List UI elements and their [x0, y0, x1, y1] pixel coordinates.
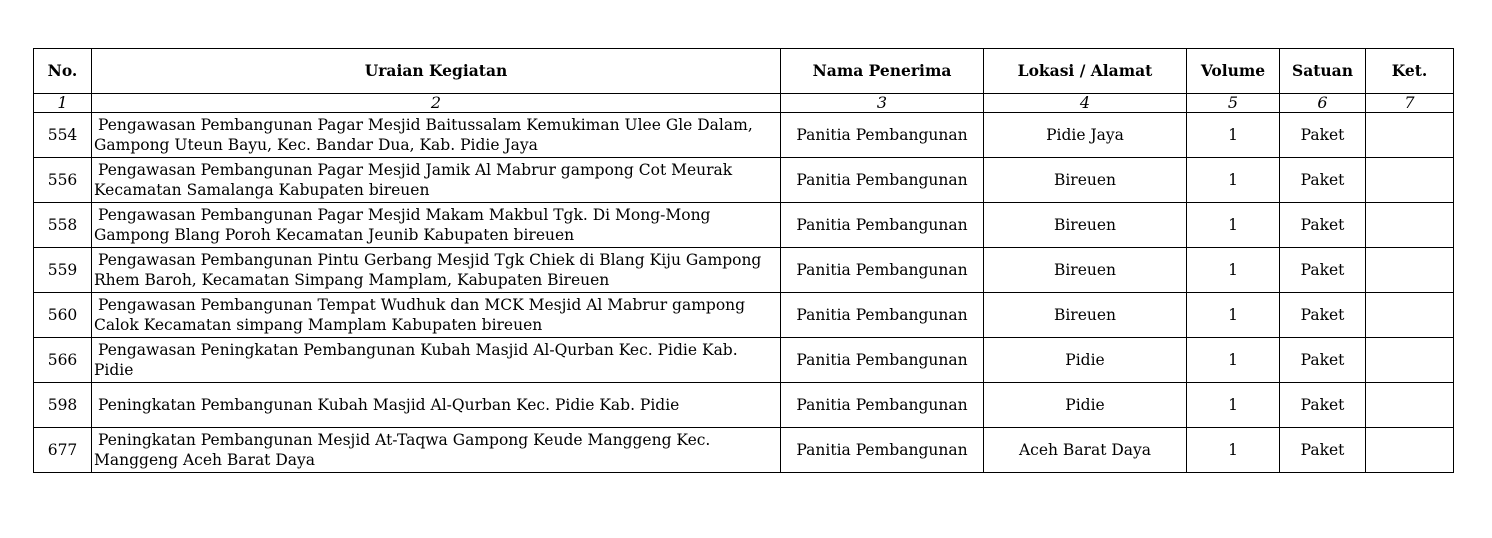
document-table-wrapper — [33, 48, 1453, 473]
row-satuan: Paket — [1280, 113, 1366, 158]
row-satuan: Paket — [1280, 203, 1366, 248]
header-lokasi-alamat: Lokasi / Alamat — [984, 49, 1187, 94]
column-number: 5 — [1187, 94, 1280, 113]
table-row — [34, 338, 1454, 383]
row-ket — [1366, 293, 1454, 338]
table-row — [34, 248, 1454, 293]
row-volume: 1 — [1187, 203, 1280, 248]
header-nama-penerima: Nama Penerima — [781, 49, 984, 94]
row-ket — [1366, 338, 1454, 383]
row-uraian-kegiatan — [92, 338, 781, 383]
column-number: 1 — [34, 94, 92, 113]
header-row — [34, 49, 1454, 94]
row-number: 558 — [34, 203, 92, 248]
row-uraian-kegiatan — [92, 113, 781, 158]
row-lokasi: Pidie Jaya — [984, 113, 1187, 158]
row-uraian-kegiatan — [92, 383, 781, 428]
header-volume: Volume — [1187, 49, 1280, 94]
column-number-row — [34, 94, 1454, 113]
row-number: 559 — [34, 248, 92, 293]
uraian-line-2: Calok Kecamatan simpang Mamplam Kabupaten bireuen — [94, 316, 543, 334]
row-number: 556 — [34, 158, 92, 203]
row-satuan: Paket — [1280, 383, 1366, 428]
row-ket — [1366, 203, 1454, 248]
uraian-line-2: Gampong Uteun Bayu, Kec. Bandar Dua, Kab. Pidie Jaya — [94, 136, 538, 154]
row-nama-penerima: Panitia Pembangunan — [781, 203, 984, 248]
row-satuan: Paket — [1280, 338, 1366, 383]
row-lokasi: Bireuen — [984, 248, 1187, 293]
row-nama-penerima: Panitia Pembangunan — [781, 293, 984, 338]
uraian-line-2: Manggeng Aceh Barat Daya — [94, 451, 316, 469]
uraian-line-1: Pengawasan Pembangunan Pagar Mesjid Jamik Al Mabrur gampong Cot Meurak — [98, 161, 733, 179]
column-number: 2 — [92, 94, 781, 113]
row-ket — [1366, 158, 1454, 203]
row-volume: 1 — [1187, 428, 1280, 473]
row-lokasi: Bireuen — [984, 293, 1187, 338]
row-nama-penerima: Panitia Pembangunan — [781, 383, 984, 428]
row-ket — [1366, 428, 1454, 473]
row-satuan: Paket — [1280, 293, 1366, 338]
row-number: 560 — [34, 293, 92, 338]
table-row — [34, 383, 1454, 428]
header-uraian-kegiatan: Uraian Kegiatan — [92, 49, 781, 94]
column-number: 4 — [984, 94, 1187, 113]
row-volume: 1 — [1187, 293, 1280, 338]
column-number: 7 — [1366, 94, 1454, 113]
header-no: No. — [34, 49, 92, 94]
table-row — [34, 113, 1454, 158]
row-uraian-kegiatan — [92, 158, 781, 203]
row-uraian-kegiatan — [92, 203, 781, 248]
uraian-line-1: Pengawasan Pembangunan Pintu Gerbang Mesjid Tgk Chiek di Blang Kiju Gampong — [98, 251, 762, 269]
uraian-line-1: Pengawasan Peningkatan Pembangunan Kubah Masjid Al-Qurban Kec. Pidie Kab. — [98, 341, 738, 359]
row-ket — [1366, 383, 1454, 428]
row-uraian-kegiatan — [92, 428, 781, 473]
uraian-line-1: Peningkatan Pembangunan Kubah Masjid Al-Qurban Kec. Pidie Kab. Pidie — [98, 396, 680, 414]
table-row — [34, 293, 1454, 338]
column-number: 3 — [781, 94, 984, 113]
row-nama-penerima: Panitia Pembangunan — [781, 248, 984, 293]
row-volume: 1 — [1187, 113, 1280, 158]
uraian-line-2: Rhem Baroh, Kecamatan Simpang Mamplam, Kabupaten Bireuen — [94, 271, 610, 289]
row-satuan: Paket — [1280, 428, 1366, 473]
uraian-line-2: Gampong Blang Poroh Kecamatan Jeunib Kabupaten bireuen — [94, 226, 575, 244]
uraian-line-1: Pengawasan Pembangunan Pagar Mesjid Baitussalam Kemukiman Ulee Gle Dalam, — [98, 116, 753, 134]
row-nama-penerima: Panitia Pembangunan — [781, 428, 984, 473]
row-lokasi: Bireuen — [984, 158, 1187, 203]
table-row — [34, 158, 1454, 203]
uraian-line-1: Pengawasan Pembangunan Tempat Wudhuk dan MCK Mesjid Al Mabrur gampong — [98, 296, 746, 314]
row-volume: 1 — [1187, 383, 1280, 428]
row-uraian-kegiatan — [92, 248, 781, 293]
row-lokasi: Bireuen — [984, 203, 1187, 248]
row-nama-penerima: Panitia Pembangunan — [781, 113, 984, 158]
row-number: 598 — [34, 383, 92, 428]
row-ket — [1366, 248, 1454, 293]
row-number: 566 — [34, 338, 92, 383]
row-volume: 1 — [1187, 158, 1280, 203]
row-satuan: Paket — [1280, 158, 1366, 203]
kegiatan-table — [33, 48, 1454, 473]
row-nama-penerima: Panitia Pembangunan — [781, 158, 984, 203]
row-lokasi: Pidie — [984, 383, 1187, 428]
table-row — [34, 203, 1454, 248]
row-satuan: Paket — [1280, 248, 1366, 293]
header-ket: Ket. — [1366, 49, 1454, 94]
uraian-line-1: Peningkatan Pembangunan Mesjid At-Taqwa Gampong Keude Manggeng Kec. — [98, 431, 711, 449]
uraian-line-1: Pengawasan Pembangunan Pagar Mesjid Makam Makbul Tgk. Di Mong-Mong — [98, 206, 711, 224]
uraian-line-2: Kecamatan Samalanga Kabupaten bireuen — [94, 181, 430, 199]
row-number: 677 — [34, 428, 92, 473]
row-number: 554 — [34, 113, 92, 158]
row-uraian-kegiatan — [92, 293, 781, 338]
column-number: 6 — [1280, 94, 1366, 113]
row-ket — [1366, 113, 1454, 158]
row-volume: 1 — [1187, 338, 1280, 383]
table-body — [34, 94, 1454, 473]
row-lokasi: Pidie — [984, 338, 1187, 383]
row-lokasi: Aceh Barat Daya — [984, 428, 1187, 473]
row-nama-penerima: Panitia Pembangunan — [781, 338, 984, 383]
header-satuan: Satuan — [1280, 49, 1366, 94]
table-row — [34, 428, 1454, 473]
row-volume: 1 — [1187, 248, 1280, 293]
uraian-line-2: Pidie — [94, 361, 134, 379]
